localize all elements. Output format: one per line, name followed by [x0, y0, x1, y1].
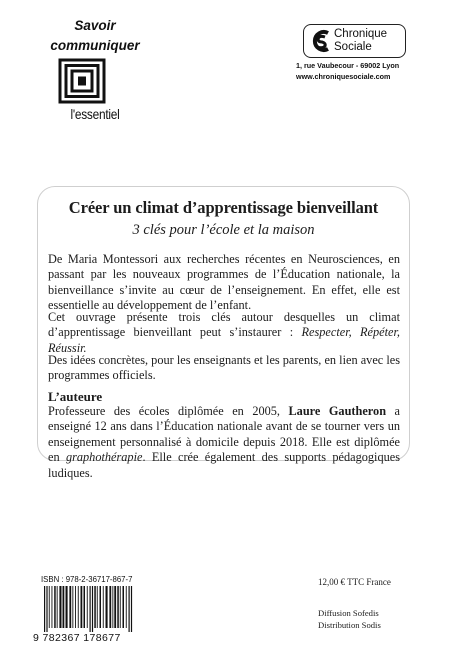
barcode-icon — [42, 586, 168, 632]
blurb-paragraph-2-text: Cet ouvrage présente trois clés autour desquelles un climat d’apprentissage bienveillant peut s’instaurer : — [48, 310, 400, 340]
publisher-address: 1, rue Vaubecour - 69002 Lyon — [296, 61, 400, 70]
series-name — [40, 16, 150, 56]
diffusion: Diffusion Sofedis — [318, 608, 379, 618]
series-name-line1: Savoir — [74, 18, 116, 33]
nested-squares-icon — [58, 58, 106, 104]
author-bio-end: . Elle crée également des supports pédagogiques ludiques. — [48, 450, 400, 480]
series-name-line2: communiquer — [50, 38, 140, 53]
author-bio-middle: a enseigné 12 ans dans l’Éducation nationale avant de se tourner vers un enseignement personnalisé à domicile depuis 2018. Elle est diplômée en — [48, 404, 400, 465]
author-name: Laure Gautheron — [288, 404, 387, 418]
publisher-website: www.chroniquesociale.com — [296, 72, 391, 81]
publisher-name — [334, 28, 402, 54]
barcode-digits: 9 782367 178677 — [33, 632, 121, 644]
blurb-paragraph-3: Des idées concrètes, pour les enseignants et les parents, en lien avec les programmes officiels. — [48, 353, 400, 383]
blurb-paragraph-2 — [48, 310, 400, 356]
cs-publisher-logo-icon — [309, 28, 331, 54]
author-bio — [48, 404, 400, 481]
book-title: Créer un climat d’apprentissage bienveillant — [68, 198, 379, 217]
author-speciality: graphothérapie — [65, 450, 143, 465]
publisher-logo-box — [303, 24, 406, 58]
book-subtitle: 3 clés pour l’école et la maison — [132, 222, 315, 238]
price: 12,00 € TTC France — [318, 577, 391, 587]
isbn: ISBN : 978-2-36717-867-7 — [41, 575, 133, 584]
distribution: Distribution Sodis — [318, 620, 381, 630]
publisher-name-line1: Chronique — [334, 28, 388, 40]
blurb-paragraph-1: De Maria Montessori aux recherches récentes en Neurosciences, en passant par les nouveaux programmes de l’Éducation nationale, la bienveillance s’invite au cœur de l’enseignement. En effet, elle est essentielle au développement de l’enfant. — [48, 252, 400, 313]
author-bio-start: Professeure des écoles diplômée en 2005, — [48, 404, 289, 418]
publisher-name-line2: Sociale — [334, 41, 372, 53]
author-heading: L’auteure — [48, 389, 103, 404]
three-keys: Respecter, Répéter, Réussir. — [48, 325, 400, 355]
collection-name: l'essentiel — [70, 106, 120, 122]
